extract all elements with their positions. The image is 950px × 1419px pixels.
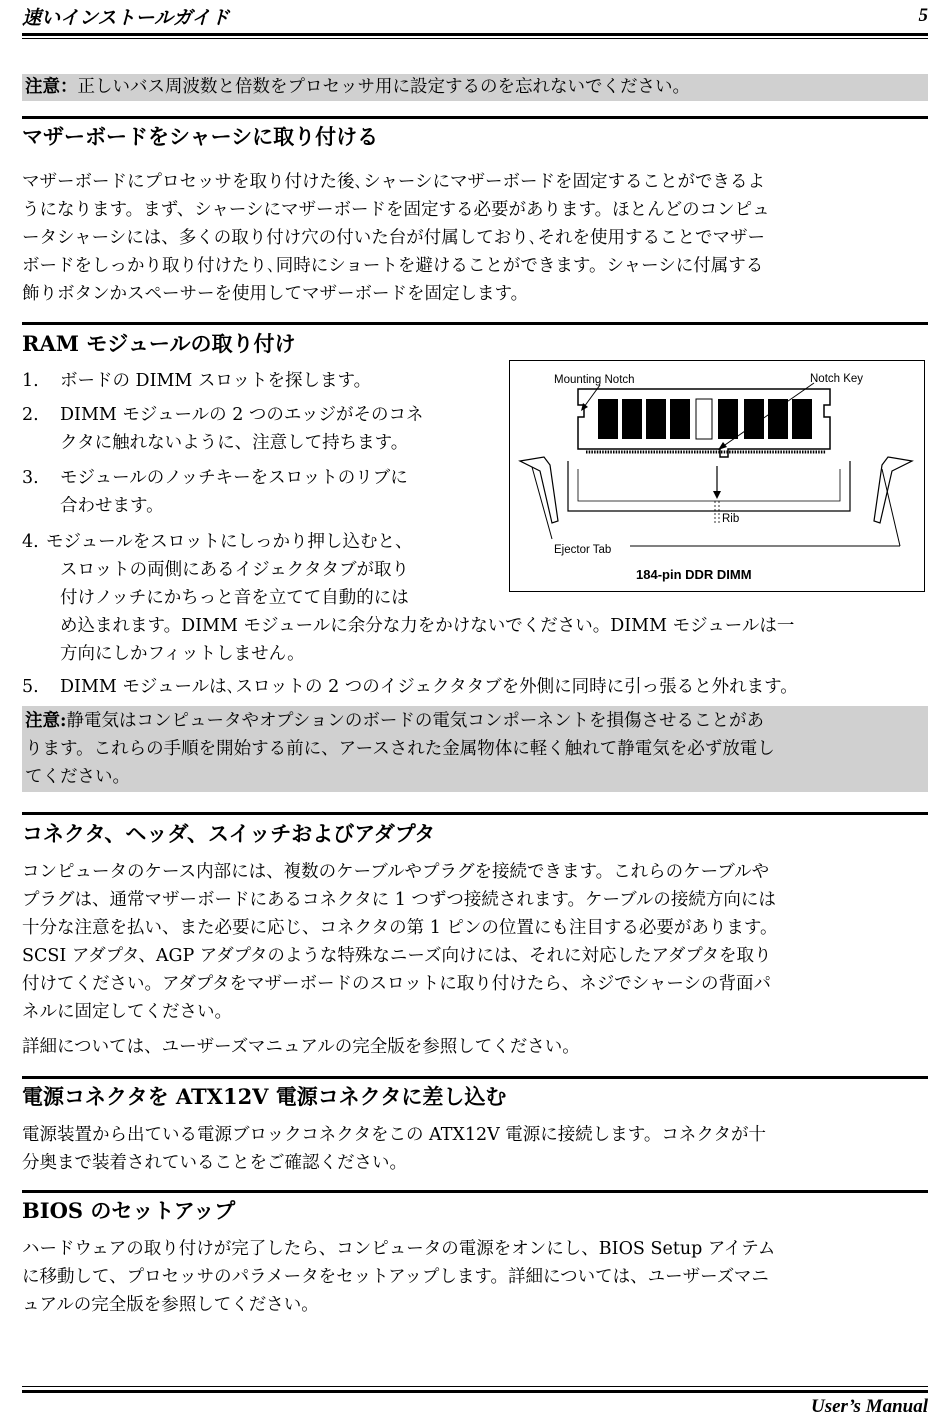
- para-line: 十分な注意を払い、また必要に応じ、コネクタの第 1 ピンの位置にも注目する必要があります。: [22, 918, 778, 938]
- section-title-ram: RAM モジュールの取り付け: [22, 331, 296, 356]
- page-number: 5: [918, 5, 928, 26]
- memory-chip: [792, 399, 812, 439]
- header-title: 速いインストールガイド: [22, 7, 230, 29]
- note-text: ります。これらの手順を開始する前に、アースされた金属物体に軽く触れて静電気を必ず放電し: [25, 739, 775, 759]
- memory-chip: [622, 399, 642, 439]
- mount-paragraph: [22, 168, 922, 308]
- section-rule: [22, 1190, 928, 1193]
- dimm-slot: [568, 461, 850, 511]
- power-paragraph: [22, 1121, 922, 1177]
- section-title-bios: BIOS のセットアップ: [22, 1198, 236, 1223]
- list-number: 5.: [22, 677, 39, 697]
- para-line: ハードウェアの取り付けが完了したら、コンピュータの電源をオンにし、BIOS Setup アイテム: [22, 1239, 776, 1259]
- section-title-mount: マザーボードをシャーシに取り付ける: [22, 124, 379, 149]
- list-text: 付けノッチにかちっと音を立てて自動的には: [60, 588, 409, 608]
- list-item-3: [22, 464, 408, 520]
- section-title-power: 電源コネクタを ATX12V 電源コネクタに差し込む: [22, 1084, 507, 1109]
- dimm-slot-inner: [578, 469, 840, 501]
- list-number: 2.: [22, 405, 39, 425]
- list-text: クタに触れないように、注意して持ちます。: [60, 433, 409, 453]
- note-label: 注意:: [25, 711, 67, 731]
- section-rule: [22, 812, 928, 815]
- connectors-detail: [22, 1033, 922, 1061]
- memory-chip: [646, 399, 666, 439]
- rib-arrowhead: [713, 491, 721, 499]
- dimm-diagram: [510, 361, 923, 590]
- section-title-connectors: コネクタ、ヘッダ、スイッチおよびアダプタ: [22, 821, 436, 846]
- header-rule: [22, 33, 928, 36]
- memory-chip: [744, 399, 764, 439]
- bios-paragraph: [22, 1235, 922, 1319]
- para-line: 付けてください。アダプタをマザーボードのスロットに取り付けたら、ネジでシャーシの背面パ: [22, 974, 771, 994]
- notch-key-label: Notch Key: [810, 373, 864, 385]
- list-text: DIMM モジュールは､スロットの 2 つのイジェクタタブを外側に同時に引っ張ると外れます。: [60, 677, 798, 697]
- list-number: 4.: [22, 532, 39, 552]
- para-line: うになります。まず、シャーシにマザーボードを固定する必要があります。ほとんどのコンピュ: [22, 200, 770, 220]
- list-item-2: [22, 401, 424, 457]
- list-text: 合わせます。: [60, 496, 164, 516]
- section-rule: [22, 116, 928, 119]
- list-text: スロットの両側にあるイジェクタタブが取り: [60, 560, 409, 580]
- para-line: マザーボードにプロセッサを取り付けた後､シャーシにマザーボードを固定することができるよ: [22, 172, 766, 192]
- ejector-tab-label: Ejector Tab: [554, 544, 612, 556]
- memory-chip: [718, 399, 738, 439]
- list-item-5: [22, 673, 798, 701]
- note-text: 静電気はコンピュータやオプションのボードの電気コンポーネントを損傷させることがあ: [66, 711, 765, 731]
- note-processor: [22, 74, 928, 101]
- header-rule-thin: [22, 38, 928, 39]
- para-line: 電源装置から出ている電源ブロックコネクタをこの ATX12V 電源に接続します。コネクタが十: [22, 1125, 767, 1145]
- list-text: め込まれます。DIMM モジュールに余分な力をかけないでください。DIMM モジュールは一: [60, 616, 795, 636]
- para-line: コンピュータのケース内部には、複数のケーブルやプラグを接続できます。これらのケーブルや: [22, 862, 770, 882]
- list-text: ボードの DIMM スロットを探します。: [60, 371, 372, 391]
- list-text: 方向にしかフィットしません。: [60, 644, 305, 664]
- list-number: 1.: [22, 371, 39, 391]
- note-text: てください。: [25, 767, 130, 787]
- manual-page: [22, 0, 928, 1419]
- para-line: プラグは、通常マザーボードにあるコネクタに 1 つずつ接続されます。ケーブルの接続方向には: [22, 890, 776, 910]
- section-rule: [22, 322, 928, 325]
- para-line: に移動して、プロセッサのパラメータをセットアップします。詳細については、ユーザーズマニ: [22, 1267, 769, 1287]
- left-ejector-tab: [520, 457, 558, 523]
- para-line: ボードをしっかり取り付けたり､同時にショートを避けることができます。シャーシに付属する: [22, 256, 764, 276]
- right-ejector-tab: [874, 457, 912, 523]
- para-line: 詳細については、ユーザーズマニュアルの完全版を参照してください。: [22, 1037, 580, 1057]
- page-header: [22, 2, 928, 30]
- memory-chip: [670, 399, 690, 439]
- mounting-notch-label: Mounting Notch: [554, 374, 635, 386]
- para-line: 分奥まで装着されていることをご確認ください。: [22, 1153, 407, 1173]
- footer-rule: [22, 1390, 928, 1393]
- ejector-pointer-right: [882, 469, 900, 546]
- list-number: 3.: [22, 468, 39, 488]
- list-text: モジュールのノッチキーをスロットのリブに: [60, 468, 408, 488]
- para-line: SCSI アダプタ、AGP アダプタのような特殊なニーズ向けには、それに対応したアダプタを取り: [22, 946, 772, 966]
- list-item-1: [22, 367, 371, 395]
- note-static: [22, 706, 928, 792]
- footer-title: User’s Manual: [810, 1396, 928, 1417]
- memory-chip: [768, 399, 788, 439]
- memory-chip: [598, 399, 618, 439]
- memory-chip-empty: [696, 399, 712, 439]
- figure-caption: 184-pin DDR DIMM: [636, 567, 752, 582]
- note-label: 注意：: [25, 77, 78, 97]
- footer-rule-thin: [22, 1386, 928, 1387]
- section-rule: [22, 1076, 928, 1079]
- note-text: 正しいバス周波数と倍数をプロセッサ用に設定するのを忘れないでください。: [77, 77, 690, 97]
- para-line: ュアルの完全版を参照してください。: [22, 1295, 319, 1315]
- dimm-figure: [509, 360, 925, 592]
- connectors-paragraph: [22, 858, 922, 1026]
- para-line: 飾りボタンかスペーサーを使用してマザーボードを固定します。: [22, 284, 529, 304]
- para-line: ータシャーシには、多くの取り付け穴の付いた台が付属しており､それを使用することでマザー: [22, 228, 766, 248]
- rib-label: Rib: [722, 513, 740, 525]
- list-text: DIMM モジュールの 2 つのエッジがそのコネ: [60, 405, 424, 425]
- para-line: ネルに固定してください。: [22, 1002, 232, 1022]
- list-text: モジュールをスロットにしっかり押し込むと、: [46, 532, 413, 552]
